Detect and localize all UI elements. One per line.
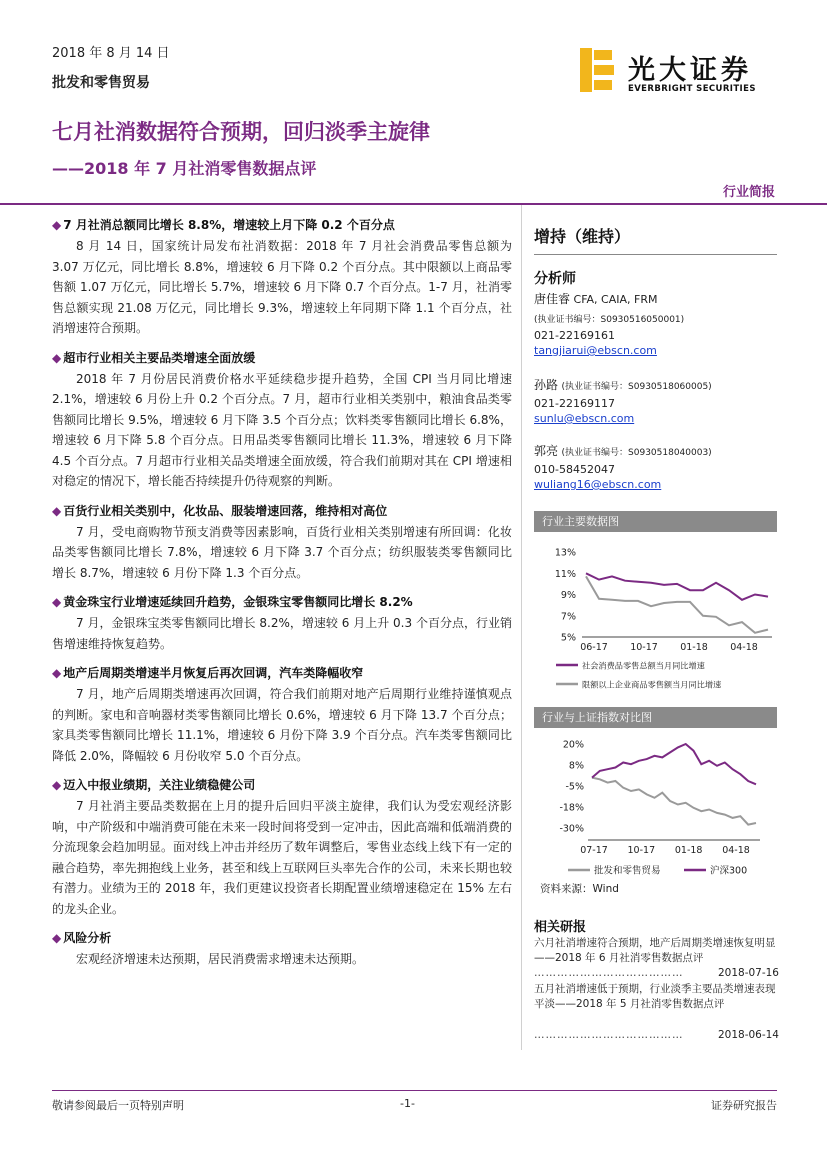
rating-label: 增持（维持） xyxy=(534,227,631,246)
section-paragraph: 7 月，金银珠宝类零售额同比增长 8.2%，增速较 6 月上升 0.3 个百分点，行业销售增速维持恢复趋势。 xyxy=(52,616,512,651)
logo-mark-icon xyxy=(580,48,614,92)
y-tick-label: -30% xyxy=(559,823,584,835)
section-heading: ◆ 风险分析 xyxy=(52,931,112,945)
y-tick-label: 9% xyxy=(560,590,576,601)
y-tick-label: 13% xyxy=(554,547,576,559)
report-type: 行业简报 xyxy=(722,185,775,200)
report-title: 七月社消数据符合预期，回归淡季主旋律 xyxy=(52,120,430,144)
analyst-email-link[interactable]: tangjiarui@ebscn.com xyxy=(534,344,657,357)
section xyxy=(52,591,512,654)
x-tick-label: 10-17 xyxy=(630,642,658,653)
column-divider xyxy=(521,205,522,1050)
section xyxy=(52,662,512,766)
analyst-card xyxy=(534,378,712,426)
header-rule xyxy=(0,203,827,205)
analyst-heading: 分析师 xyxy=(534,271,576,287)
section-heading: ◆ 百货行业相关类别中，化妆品、服装增速回落，维持相对高位 xyxy=(52,503,388,518)
logo-en-text: EVERBRIGHT SECURITIES xyxy=(628,84,756,94)
footer-label: 证券研究报告 xyxy=(711,1099,777,1112)
y-tick-label: -5% xyxy=(565,781,584,793)
chart1-svg xyxy=(534,538,777,698)
analyst-card xyxy=(534,444,712,492)
diamond-bullet-icon: ◆ xyxy=(52,778,62,792)
section-paragraph: 7 月，受电商购物节预支消费等因素影响，百货行业相关类别增速有所回调：化妆品类零售额同比增长 7.8%，增速较 6 月下降 3.7 个百分点；纺织服装类零售额同比增长 8.7%，增速较 6 月份下降 1.3 个百分点。 xyxy=(52,524,512,580)
section-heading: ◆ 迈入中报业绩期，关注业绩稳健公司 xyxy=(52,778,256,792)
analyst-phone: 010-58452047 xyxy=(534,463,615,476)
leader-dots: ………………………………… xyxy=(534,967,684,979)
y-tick-label: 20% xyxy=(562,739,584,751)
chart1-header: 行业主要数据图 xyxy=(534,511,777,532)
report-date: 2018 年 8 月 14 日 xyxy=(52,46,170,61)
x-tick-label: 04-18 xyxy=(722,845,750,856)
analyst-cert: (执业证书编号：S0930518060005) xyxy=(561,382,712,392)
y-tick-label: 5% xyxy=(560,632,576,644)
analyst-phone: 021-22169161 xyxy=(534,329,615,342)
x-tick-label: 04-18 xyxy=(730,642,758,653)
section xyxy=(52,500,512,584)
diamond-bullet-icon: ◆ xyxy=(52,218,62,232)
series-line xyxy=(592,778,756,825)
source-label: 资料来源：Wind xyxy=(540,883,619,895)
related-heading: 相关研报 xyxy=(534,920,587,935)
page-number: -1- xyxy=(400,1097,415,1110)
analyst-phone: 021-22169117 xyxy=(534,397,615,410)
x-tick-label: 01-18 xyxy=(680,642,708,653)
related-report-title[interactable]: 五月社消增速低于预期，行业淡季主要品类增速表现平淡——2018 年 5 月社消零售数据点评 xyxy=(534,983,776,1010)
section-paragraph: 7 月，地产后周期类增速再次回调，符合我们前期对地产后周期行业维持谨慎观点的判断。家电和音响器材类零售额同比增长 0.6%，增速较 6 月下降 13.7 个百分点；家具类零售额同比增长 11.1%，增速较 6 月份下降 3.9 个百分点。汽车类零售额同比降低 2.0%，降幅较 6 月份收窄 5.0 个百分点。 xyxy=(52,687,512,763)
section-paragraph: 7 月社消主要品类数据在上月的提升后回归平淡主旋律，我们认为受宏观经济影响，中产阶级和中端消费可能在未来一段时间将受到一定冲击，因此高端和低端消费的分流现象会趋加明显。面对线上冲击并经历了数年调整后，零售业态线上线下有一定的融合趋势，率先拥抱线上业务，甚至和线上互联网巨头率先合作的公司，未来长期也较有潜力。业绩为王的 2018 年，我们更建议投资者长期配置业绩增速稳定在 15% 左右的龙头企业。 xyxy=(52,799,512,916)
analyst-cert: (执业证书编号：S0930516050001) xyxy=(534,315,685,325)
report-sector: 批发和零售贸易 xyxy=(52,75,150,91)
section-paragraph: 宏观经济增速未达预期，居民消费需求增速未达预期。 xyxy=(76,952,365,966)
leader-dots: ………………………………… xyxy=(534,1029,684,1041)
section xyxy=(52,347,512,492)
rating-divider xyxy=(534,254,777,255)
diamond-bullet-icon: ◆ xyxy=(52,666,62,680)
logo-cn-text: 光大证券 xyxy=(628,55,752,86)
related-report-date: 2018-06-14 xyxy=(717,1029,779,1041)
analyst-cert: (执业证书编号：S0930518040003) xyxy=(561,448,712,458)
section-heading: ◆ 超市行业相关主要品类增速全面放缓 xyxy=(52,350,256,365)
analyst-email-link[interactable]: wuliang16@ebscn.com xyxy=(534,478,662,491)
x-tick-label: 07-17 xyxy=(580,845,608,856)
legend-label: 沪深300 xyxy=(710,865,748,877)
analyst-name: 郭亮 xyxy=(534,444,559,458)
analyst-name: 唐佳睿 xyxy=(534,292,571,306)
series-line xyxy=(586,573,768,600)
section-heading: ◆ 黄金珠宝行业增速延续回升趋势，金银珠宝零售额同比增长 8.2% xyxy=(52,595,413,609)
diamond-bullet-icon: ◆ xyxy=(52,931,62,945)
related-report-date: 2018-07-16 xyxy=(717,967,779,979)
footer-disclaimer: 敬请参阅最后一页特别声明 xyxy=(52,1099,184,1112)
x-tick-label: 01-18 xyxy=(674,845,703,856)
x-tick-label: 10-17 xyxy=(627,845,656,856)
y-tick-label: -18% xyxy=(559,802,584,814)
diamond-bullet-icon: ◆ xyxy=(52,503,62,518)
legend-label: 批发和零售贸易 xyxy=(594,865,661,877)
section xyxy=(52,214,512,339)
legend-label: 限额以上企业商品零售额当月同比增速 xyxy=(582,679,722,690)
main-body xyxy=(52,214,512,978)
y-tick-label: 8% xyxy=(568,760,584,772)
analyst-name: 孙路 xyxy=(534,378,559,392)
analyst-creds: CFA, CAIA, FRM xyxy=(573,293,658,306)
section xyxy=(52,927,512,970)
section-paragraph: 8 月 14 日，国家统计局发布社消数据：2018 年 7 月社会消费品零售总额为 3.07 万亿元，同比增长 8.8%，增速较 6 月下降 0.2 个百分点。其中限额以上商品零售额 1.07 万亿元，同比增长 5.7%，增速较 6 月下降 0.7 个百分点。1-7 月，社消零售总额实现 21.08 万亿元，同比增长 9.3%，增速较上年同期下降 1.1 个百分点，社消增速符合预期。 xyxy=(52,239,512,335)
legend-label: 社会消费品零售总额当月同比增速 xyxy=(582,660,705,671)
analyst-card xyxy=(534,292,684,358)
chart2-header: 行业与上证指数对比图 xyxy=(534,707,777,728)
y-tick-label: 7% xyxy=(560,611,576,623)
report-subtitle: ——2018 年 7 月社消零售数据点评 xyxy=(52,159,317,178)
related-report-date-row xyxy=(534,1028,779,1043)
diamond-bullet-icon: ◆ xyxy=(52,350,62,365)
company-logo xyxy=(580,46,780,98)
section xyxy=(52,774,512,919)
analyst-email-link[interactable]: sunlu@ebscn.com xyxy=(534,412,635,425)
diamond-bullet-icon: ◆ xyxy=(52,595,62,609)
related-report-title[interactable]: 六月社消增速符合预期，地产后周期类增速恢复明显——2018 年 6 月社消零售数据点评 xyxy=(534,937,776,964)
x-tick-label: 06-17 xyxy=(580,642,608,653)
series-line xyxy=(592,744,756,784)
section-heading: ◆ 7 月社消总额同比增长 8.8%，增速较上月下降 0.2 个百分点 xyxy=(52,218,395,232)
related-report-date-row xyxy=(534,966,779,981)
footer-rule xyxy=(52,1090,777,1091)
section-heading: ◆ 地产后周期类增速半月恢复后再次回调，汽车类降幅收窄 xyxy=(52,666,364,680)
chart2-svg xyxy=(534,734,777,878)
section-paragraph: 2018 年 7 月份居民消费价格水平延续稳步提升趋势，全国 CPI 当月同比增速 2.1%，增速较 6 月份上升 0.2 个百分点。7 月，超市行业相关类别中，粮油食品类零售额同比增长 9.5%，增速较 6 月下降 3.5 个百分点；饮料类零售额同比增长 6.8%，增速较 6 月下降 5.8 个百分点。日用品类零售额同比增长 11.3%，增速较 6 月下降 4.5 个百分点。7 月超市行业相关品类增速全面放缓，符合我们前期对其在 CPI 增速相对稳定的情况下，增长能否持续提升仍待观察的判断。 xyxy=(52,371,512,488)
y-tick-label: 11% xyxy=(554,568,576,580)
